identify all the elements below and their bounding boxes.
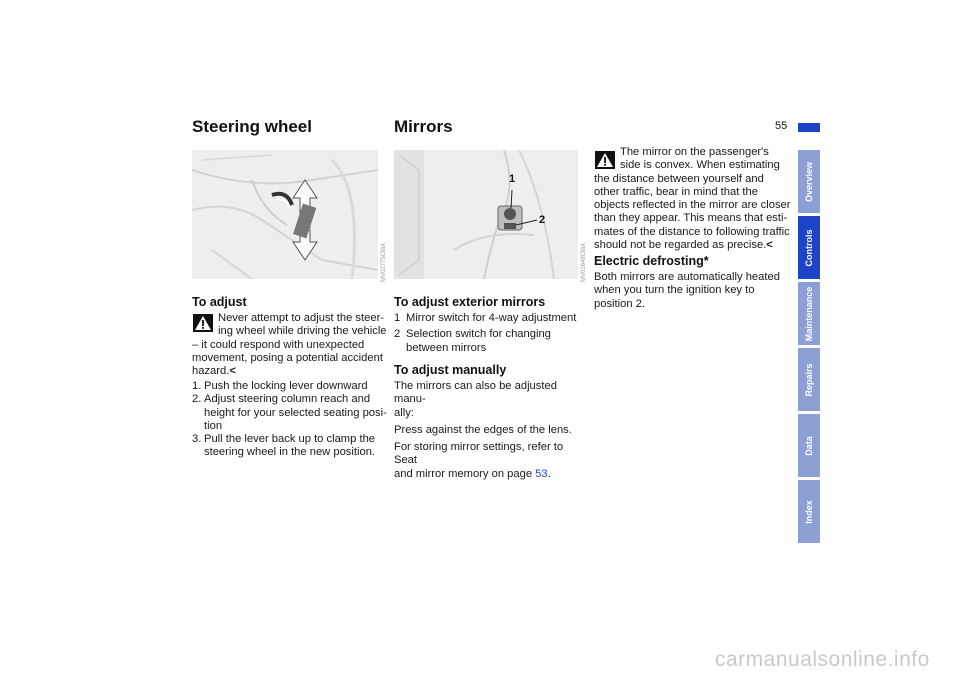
manual-adjust-text — [394, 380, 589, 481]
step-line: tion — [204, 419, 223, 432]
list-item — [394, 328, 584, 355]
step-line: Adjust steering column reach and — [204, 393, 371, 406]
image-code-left: MV02775CMA — [381, 242, 387, 282]
tab-controls[interactable] — [798, 216, 820, 279]
tab-label: Controls — [804, 229, 814, 266]
section-title-mirrors: Mirrors — [394, 117, 453, 136]
step-number: 2. — [192, 393, 202, 406]
item-number: 1 — [394, 312, 401, 324]
page-marker — [798, 123, 820, 132]
list-item — [394, 312, 584, 325]
tab-label: Data — [804, 435, 814, 456]
tab-maintenance[interactable] — [798, 282, 820, 345]
end-mark: < — [766, 239, 773, 252]
tab-label: Overview — [804, 161, 814, 202]
tab-index[interactable] — [798, 480, 820, 543]
heading-to-adjust: To adjust — [192, 295, 247, 309]
step-line: Push the locking lever downward — [204, 380, 368, 392]
item-number: 2 — [394, 328, 401, 341]
watermark: carmanualsonline.info — [715, 648, 930, 671]
tab-data[interactable] — [798, 414, 820, 477]
storing-line: For storing mirror settings, refer to Seat — [394, 441, 564, 467]
warning-line: ing wheel while driving the vehicle — [218, 325, 387, 338]
step-line: height for your selected seating posi- — [204, 406, 387, 419]
defrost-line: position 2. — [594, 297, 645, 310]
warning-text-right — [594, 146, 794, 252]
list-item — [192, 380, 392, 393]
warning-line: side is convex. When estimating — [620, 159, 780, 172]
steering-steps-list — [192, 380, 392, 460]
defrosting-text — [594, 271, 794, 311]
storing-suffix: . — [547, 467, 551, 480]
press-text: Press against the edges of the lens. — [394, 423, 572, 436]
item-line: Selection switch for changing — [406, 328, 551, 341]
section-title-steering-wheel: Steering wheel — [192, 117, 312, 136]
image-code-middle: MV01648CMA — [581, 242, 587, 282]
steering-lever-illustration — [192, 150, 378, 279]
warning-line: mates of the distance to following traffic — [594, 225, 790, 238]
step-number: 1. — [192, 380, 202, 392]
tab-repairs[interactable] — [798, 348, 820, 411]
tab-label: Index — [804, 499, 814, 524]
step-number: 3. — [192, 433, 202, 446]
tab-label: Repairs — [804, 362, 814, 397]
mirror-switch-illustration — [394, 150, 578, 279]
list-item — [192, 433, 392, 460]
warning-line: movement, posing a potential accident — [192, 351, 383, 364]
warning-line: than they appear. This means that esti- — [594, 212, 788, 225]
storing-text: and mirror memory on page — [394, 467, 533, 480]
warning-line: – it could respond with unexpected — [192, 338, 365, 351]
heading-adjust-exterior-mirrors: To adjust exterior mirrors — [394, 295, 546, 309]
warning-line: hazard. — [192, 365, 230, 378]
defrost-line: Both mirrors are automatically heated — [594, 271, 780, 283]
heading-adjust-manually: To adjust manually — [394, 363, 507, 377]
tab-overview[interactable] — [798, 150, 820, 213]
end-mark: < — [229, 365, 236, 378]
step-line: Pull the lever back up to clamp the — [204, 433, 376, 446]
warning-line: other traffic, bear in mind that the — [594, 185, 758, 198]
callout-2: 2 — [539, 214, 546, 226]
warning-line: the distance between yourself and — [594, 172, 764, 185]
warning-line: should not be regarded as precise. — [594, 239, 767, 252]
item-line: Mirror switch for 4-way adjustment — [406, 312, 577, 324]
manual-line: ally: — [394, 406, 414, 419]
warning-text-left — [192, 312, 392, 378]
mirror-controls-list — [394, 312, 584, 355]
defrost-line: when you turn the ignition key to — [594, 284, 755, 297]
list-item — [192, 393, 392, 433]
item-line: between mirrors — [406, 341, 487, 354]
manual-line: The mirrors can also be adjusted manu- — [394, 380, 557, 406]
page-53-link[interactable]: 53 — [535, 467, 548, 480]
tab-label: Maintenance — [804, 286, 814, 341]
step-line: steering wheel in the new position. — [204, 446, 376, 459]
warning-line: objects reflected in the mirror are closer — [594, 199, 791, 212]
page-number: 55 — [775, 120, 788, 132]
heading-electric-defrosting: Electric defrosting* — [594, 254, 709, 268]
warning-line: Never attempt to adjust the steer- — [218, 312, 385, 324]
warning-line: The mirror on the passenger's — [620, 146, 769, 158]
storing-line-2 — [394, 468, 589, 481]
callout-1: 1 — [509, 173, 516, 185]
